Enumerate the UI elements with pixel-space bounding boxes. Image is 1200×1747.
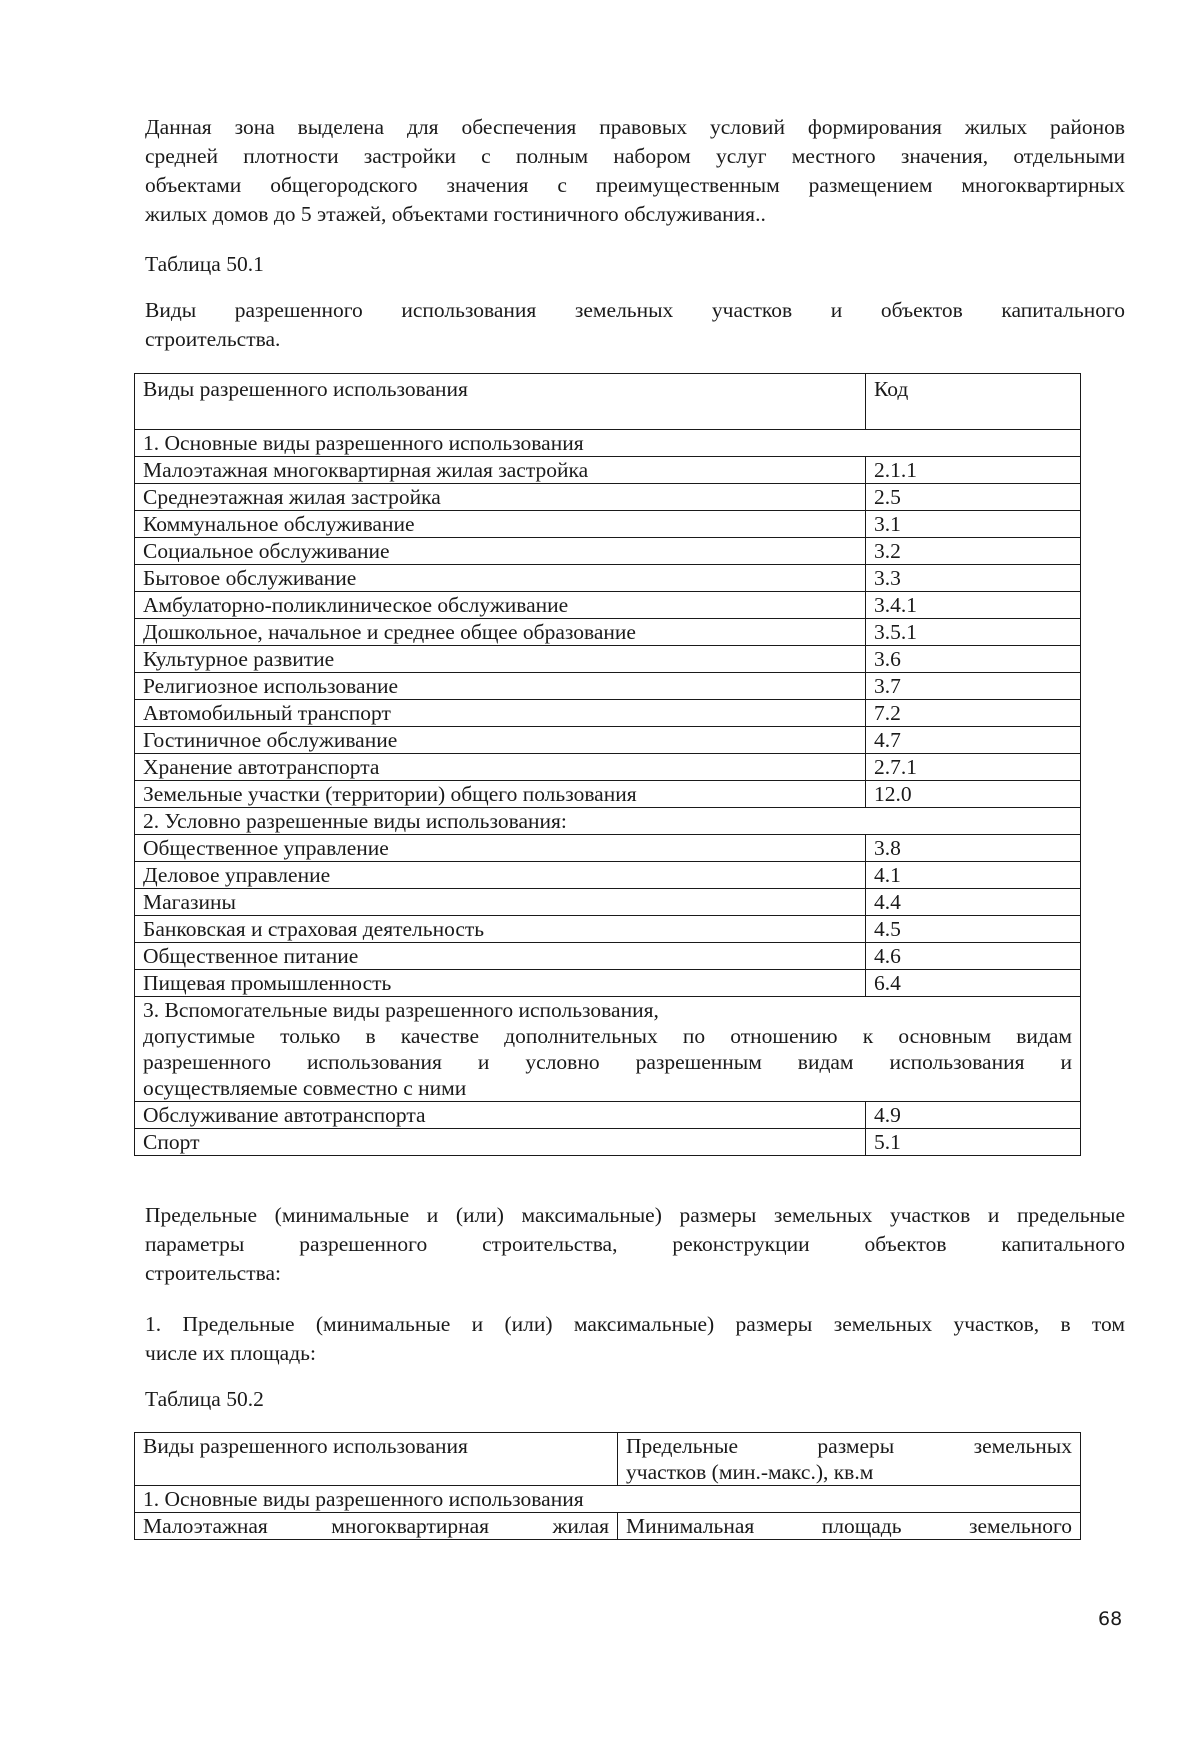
use-name: Деловое управление (135, 862, 866, 889)
table-row (135, 538, 1081, 565)
table-header-row (135, 1433, 1081, 1486)
table-row (135, 592, 1081, 619)
use-code: 3.6 (866, 646, 1081, 673)
use-name: Малоэтажная многоквартирная жилая застройка (135, 457, 866, 484)
use-code: 3.1 (866, 511, 1081, 538)
use-name: Среднеэтажная жилая застройка (135, 484, 866, 511)
use-code: 2.5 (866, 484, 1081, 511)
table-row (135, 619, 1081, 646)
table-row (135, 457, 1081, 484)
use-name: Спорт (135, 1129, 866, 1156)
section-heading-auxiliary (135, 997, 1081, 1102)
section-row (135, 430, 1081, 457)
use-name: Банковская и страховая деятельность (135, 916, 866, 943)
use-name: Амбулаторно-поликлиническое обслуживание (135, 592, 866, 619)
table-row (135, 781, 1081, 808)
use-code: 3.5.1 (866, 619, 1081, 646)
header-size-line: Предельные размеры земельных (626, 1434, 1072, 1458)
use-code: 4.7 (866, 727, 1081, 754)
table-row (135, 646, 1081, 673)
table-row (135, 862, 1081, 889)
table-50-2 (134, 1432, 1081, 1540)
limits-line: параметры разрешенного строительства, реконструкции объектов капитального (145, 1232, 1125, 1256)
use-name: Коммунальное обслуживание (135, 511, 866, 538)
table-row (135, 889, 1081, 916)
use-name: Хранение автотранспорта (135, 754, 866, 781)
limits-item-line: числе их площадь: (145, 1341, 316, 1365)
limits-paragraph (145, 1201, 1125, 1288)
header-code-cell: Код (866, 374, 1081, 430)
use-code: 4.5 (866, 916, 1081, 943)
use-code: 3.8 (866, 835, 1081, 862)
table1-title (145, 296, 1125, 354)
header-size-line: участков (мин.-макс.), кв.м (626, 1460, 874, 1484)
use-name: Земельные участки (территории) общего пользования (135, 781, 866, 808)
use-code: 3.2 (866, 538, 1081, 565)
limits-item-1 (145, 1310, 1125, 1368)
use-name: Религиозное использование (135, 673, 866, 700)
use-name: Социальное обслуживание (135, 538, 866, 565)
table-row (135, 970, 1081, 997)
table-row (135, 565, 1081, 592)
use-code: 4.4 (866, 889, 1081, 916)
use-name: Дошкольное, начальное и среднее общее образование (135, 619, 866, 646)
table-row (135, 1129, 1081, 1156)
table-row (135, 511, 1081, 538)
use-code: 6.4 (866, 970, 1081, 997)
section-heading-line: разрешенного использования и условно разрешенным видам использования и (143, 1050, 1072, 1074)
use-name: Культурное развитие (135, 646, 866, 673)
section-heading-line: допустимые только в качестве дополнительных по отношению к основным видам (143, 1024, 1072, 1048)
intro-paragraph (145, 113, 1125, 229)
intro-line: жилых домов до 5 этажей, объектами гостиничного обслуживания.. (145, 202, 766, 226)
use-name (135, 1513, 618, 1540)
use-name: Гостиничное обслуживание (135, 727, 866, 754)
table2-caption: Таблица 50.2 (145, 1387, 264, 1411)
use-name: Пищевая промышленность (135, 970, 866, 997)
use-code: 4.6 (866, 943, 1081, 970)
use-code: 3.4.1 (866, 592, 1081, 619)
table-row (135, 916, 1081, 943)
intro-line: объектами общегородского значения с преимущественным размещением многоквартирных (145, 173, 1125, 197)
header-name-cell: Виды разрешенного использования (135, 374, 866, 430)
use-name: Общественное управление (135, 835, 866, 862)
use-code: 4.1 (866, 862, 1081, 889)
table-row (135, 484, 1081, 511)
section-heading: 1. Основные виды разрешенного использования (135, 430, 1081, 457)
use-name: Магазины (135, 889, 866, 916)
section-heading: 2. Условно разрешенные виды использования: (135, 808, 1081, 835)
table-header-row (135, 374, 1081, 430)
intro-line: Данная зона выделена для обеспечения правовых условий формирования жилых районов (145, 115, 1125, 139)
header-size-cell (618, 1433, 1081, 1486)
table-row (135, 727, 1081, 754)
table-row (135, 1102, 1081, 1129)
use-code: 2.7.1 (866, 754, 1081, 781)
limits-line: Предельные (минимальные и (или) максимальные) размеры земельных участков и предельные (145, 1203, 1125, 1227)
table-row (135, 754, 1081, 781)
section-row (135, 997, 1081, 1102)
table-row (135, 943, 1081, 970)
table-row (135, 835, 1081, 862)
table-row (135, 700, 1081, 727)
table-50-1 (134, 373, 1081, 1156)
table1-title-line: строительства. (145, 327, 281, 351)
table-row (135, 1513, 1081, 1540)
section-heading-line: 3. Вспомогательные виды разрешенного использования, (143, 998, 659, 1022)
intro-line: средней плотности застройки с полным набором услуг местного значения, отдельными (145, 144, 1125, 168)
use-code: 2.1.1 (866, 457, 1081, 484)
use-name: Автомобильный транспорт (135, 700, 866, 727)
header-use-cell: Виды разрешенного использования (135, 1433, 618, 1486)
use-code: 3.7 (866, 673, 1081, 700)
limits-item-line: 1. Предельные (минимальные и (или) максимальные) размеры земельных участков, в том (145, 1312, 1125, 1336)
size-value (618, 1513, 1081, 1540)
page-number: 68 (1098, 1608, 1123, 1630)
use-code: 7.2 (866, 700, 1081, 727)
use-code: 4.9 (866, 1102, 1081, 1129)
section-heading-line: осуществляемые совместно с ними (143, 1076, 467, 1100)
section-heading: 1. Основные виды разрешенного использования (135, 1486, 1081, 1513)
table1-title-line: Виды разрешенного использования земельных участков и объектов капитального (145, 298, 1125, 322)
table-row (135, 673, 1081, 700)
section-row (135, 1486, 1081, 1513)
use-name-line: Малоэтажная многоквартирная жилая (143, 1514, 609, 1538)
limits-line: строительства: (145, 1261, 282, 1285)
table1-caption: Таблица 50.1 (145, 252, 264, 276)
use-code: 5.1 (866, 1129, 1081, 1156)
size-value-line: Минимальная площадь земельного (626, 1514, 1072, 1538)
use-code: 3.3 (866, 565, 1081, 592)
use-code: 12.0 (866, 781, 1081, 808)
use-name: Общественное питание (135, 943, 866, 970)
section-row (135, 808, 1081, 835)
use-name: Бытовое обслуживание (135, 565, 866, 592)
use-name: Обслуживание автотранспорта (135, 1102, 866, 1129)
